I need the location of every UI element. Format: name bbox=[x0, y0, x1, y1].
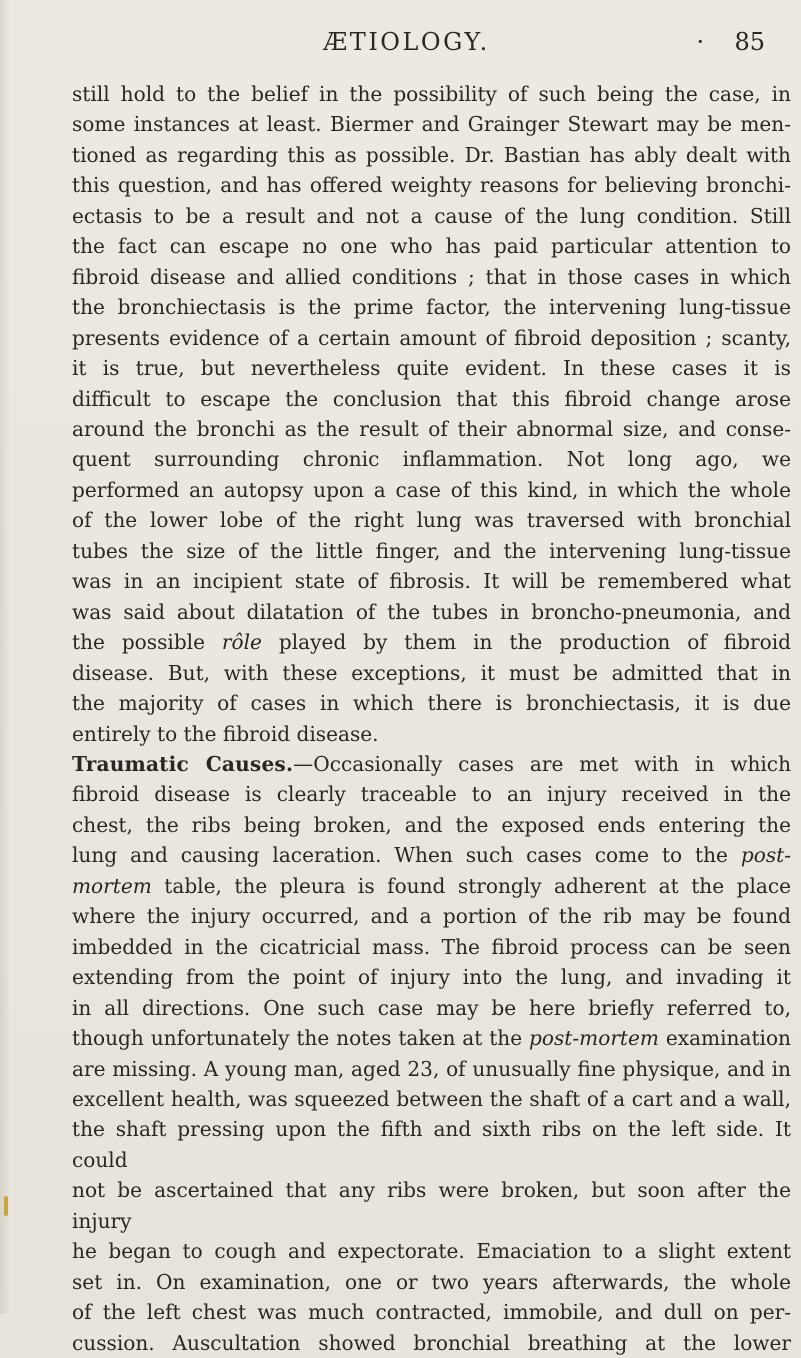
text-line-40: cussion. Auscultation showed bronchial breathing at the lower bbox=[72, 1330, 791, 1355]
page-header bbox=[44, 28, 769, 70]
margin-mark bbox=[4, 1196, 8, 1216]
text-line-30: extending from the point of injury into the lung, and invading it bbox=[72, 965, 791, 990]
text-line-11: difficult to escape the conclusion that this fibroid change arose bbox=[72, 386, 791, 411]
text-line-18: was said about dilatation of the tubes in broncho-pneumonia, and bbox=[72, 599, 791, 624]
text-line-2: some instances at least. Biermer and Grainger Stewart may be men- bbox=[72, 112, 791, 137]
running-head: ÆTIOLOGY. bbox=[323, 28, 490, 56]
text-line-14: performed an autopsy upon a case of this kind, in which the whole bbox=[72, 477, 791, 502]
text-segment: played by them in the production of fibroid bbox=[278, 630, 791, 655]
italic-term-role: rôle bbox=[221, 630, 262, 655]
text-line-3: tioned as regarding this as possible. Dr. Bastian has ably dealt with bbox=[72, 142, 791, 167]
text-line-33: are missing. A young man, aged 23, of unusually fine physique, and in bbox=[72, 1056, 791, 1081]
text-line-35: the shaft pressing upon the fifth and sixth ribs on the left side. It could bbox=[72, 1117, 791, 1172]
text-line-10: it is true, but nevertheless quite evident. In these cases it is bbox=[72, 356, 791, 381]
body-text bbox=[72, 79, 791, 1358]
text-segment: the possible bbox=[72, 630, 206, 655]
text-segment: though unfortunately the notes taken at the bbox=[72, 1026, 523, 1051]
text-line-28: where the injury occurred, and a portion of the rib may be found bbox=[72, 904, 791, 929]
binding-shadow bbox=[0, 0, 10, 1314]
text-line-17: was in an incipient state of fibrosis. It will be remembered what bbox=[72, 569, 791, 594]
italic-term-mortem: mortem bbox=[72, 873, 152, 898]
text-segment: table, the pleura is found strongly adherent at the place bbox=[164, 873, 792, 898]
text-line-6: the fact can escape no one who has paid particular attention to bbox=[72, 234, 791, 259]
text-line-39: of the left chest was much contracted, immobile, and dull on per- bbox=[72, 1300, 791, 1325]
text-segment: —Occasionally cases are met with in which bbox=[293, 751, 792, 776]
text-segment: lung and causing laceration. When such cases come to the bbox=[72, 843, 728, 868]
text-line-31: in all directions. One such case may be here briefly referred to, bbox=[72, 995, 791, 1020]
text-line-19 bbox=[72, 627, 791, 657]
text-line-32 bbox=[72, 1023, 791, 1053]
text-line-22: entirely to the fibroid disease. bbox=[72, 721, 379, 746]
text-segment: examination bbox=[665, 1026, 791, 1051]
text-line-38: set in. On examination, one or two years afterwards, the whole bbox=[72, 1269, 791, 1294]
section-heading-line bbox=[72, 749, 791, 779]
text-line-27 bbox=[72, 871, 791, 901]
text-line-25: chest, the ribs being broken, and the exposed ends entering the bbox=[72, 812, 791, 837]
italic-term-post: post- bbox=[740, 843, 791, 868]
text-line-15: of the lower lobe of the right lung was traversed with bronchial bbox=[72, 508, 791, 533]
text-line-36: not be ascertained that any ribs were broken, but soon after the injury bbox=[72, 1178, 791, 1233]
section-heading: Traumatic Causes. bbox=[72, 751, 294, 776]
text-line-37: he began to cough and expectorate. Emaciation to a slight extent bbox=[72, 1239, 791, 1264]
page-number: · 85 bbox=[734, 28, 765, 56]
text-line-21: the majority of cases in which there is bronchiectasis, it is due bbox=[72, 691, 791, 716]
text-line-4: this question, and has offered weighty reasons for believing bronchi- bbox=[72, 173, 791, 198]
text-line-7: fibroid disease and allied conditions ; that in those cases in which bbox=[72, 264, 791, 289]
text-line-1: still hold to the belief in the possibility of such being the case, in bbox=[72, 82, 791, 106]
text-line-26 bbox=[72, 840, 791, 870]
text-line-34: excellent health, was squeezed between the shaft of a cart and a wall, bbox=[72, 1086, 791, 1111]
text-line-20: disease. But, with these exceptions, it must be admitted that in bbox=[72, 660, 791, 685]
text-line-9: presents evidence of a certain amount of fibroid deposition ; scanty, bbox=[72, 325, 791, 350]
text-line-5: ectasis to be a result and not a cause of the lung condition. Still bbox=[72, 203, 791, 228]
text-line-24: fibroid disease is clearly traceable to an injury received in the bbox=[72, 782, 791, 807]
text-line-13: quent surrounding chronic inflammation. Not long ago, we bbox=[72, 447, 791, 472]
text-line-16: tubes the size of the little finger, and the intervening lung-tissue bbox=[72, 538, 791, 563]
text-line-29: imbedded in the cicatricial mass. The fibroid process can be seen bbox=[72, 934, 791, 959]
italic-term-post-mortem: post-mortem bbox=[529, 1026, 659, 1051]
text-line-12: around the bronchi as the result of their abnormal size, and conse- bbox=[72, 416, 791, 441]
text-line-8: the bronchiectasis is the prime factor, the intervening lung-tissue bbox=[72, 295, 791, 320]
